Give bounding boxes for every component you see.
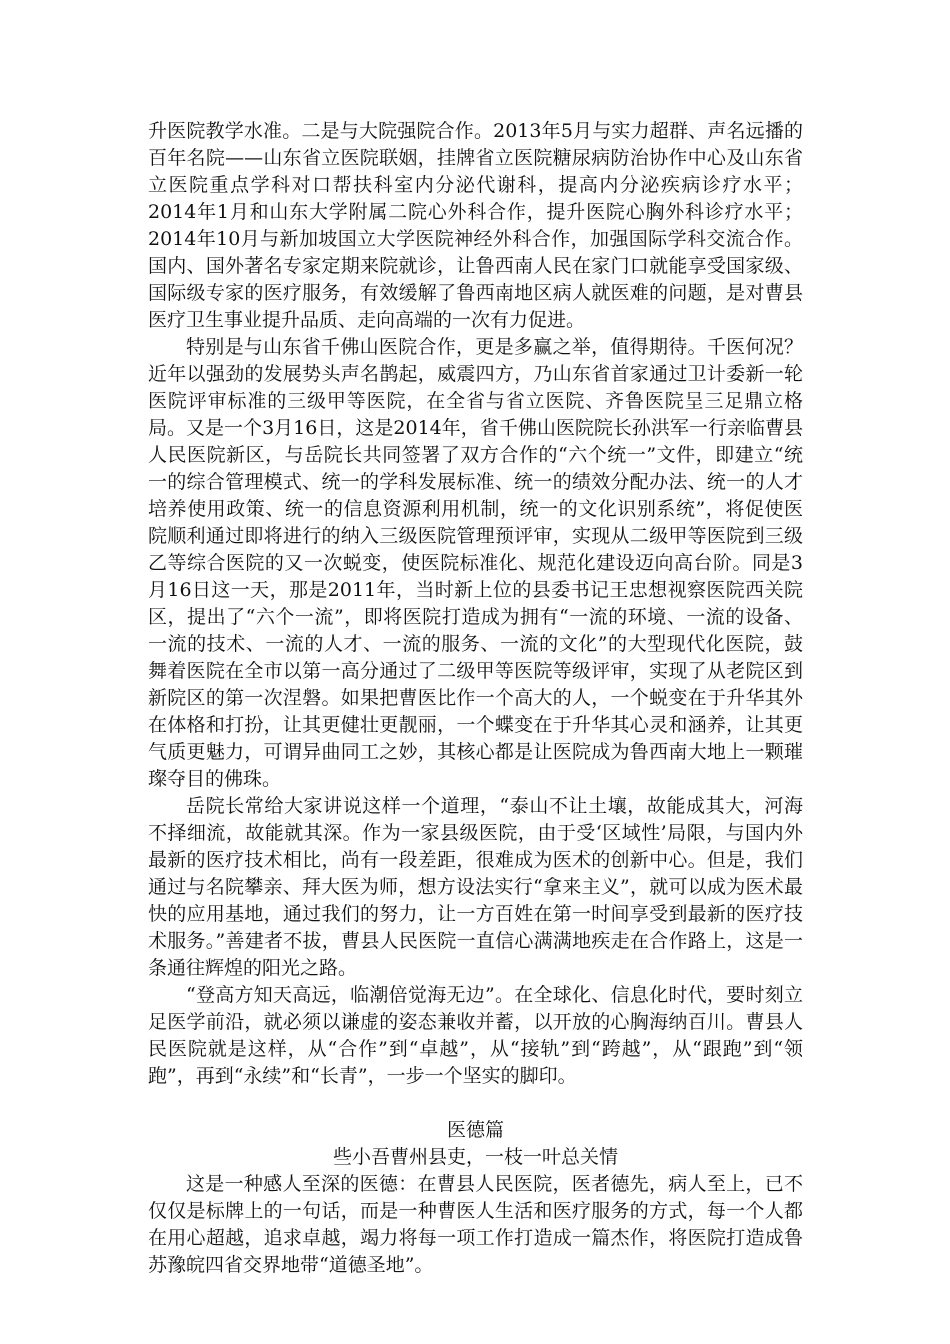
section-subtitle: 些小吾曹州县吏，一枝一叶总关情 (332, 1146, 618, 1168)
section-spacer (148, 1090, 803, 1117)
paragraph-director-principle: 岳院长常给大家讲说这样一个道理，“泰山不让土壤，故能成其大，河海不择细流，故能就其深。作为一家县级医院，由于受‘区域性’局限，与国内外最新的医疗技术相比，尚有一段差距，很难成为医术的创新中心。但是，我们通过与名院攀亲、拜大医为师，想方设法实行“拿来主义”，就可以成为医术最快的应用基地，通过我们的努力，让一方百姓在第一时间享受到最新的医疗技术服务。”善建者不拔，曹县人民医院一直信心满满地疾走在合作路上，这是一条通往辉煌的阳光之路。 (148, 795, 803, 979)
paragraph-continued: 升医院教学水准。二是与大院强院合作。2013年5月与实力超群、声名远播的百年名院——山东省立医院联姻，挂牌省立医院糖尿病防治协作中心及山东省立医院重点学科对口帮扶科室内分泌代谢科，提高内分泌疾病诊疗水平；2014年1月和山东大学附属二院心外科合作，提升医院心胸外科诊疗水平；2014年10月与新加坡国立大学医院神经外科合作，加强国际学科交流合作。国内、国外著名专家定期来院就诊，让鲁西南人民在家门口就能享受国家级、国际级专家的医疗服务，有效缓解了鲁西南地区病人就医难的问题，是对曹县医疗卫生事业提升品质、走向高端的一次有力促进。 (148, 120, 803, 331)
section-title: 医德篇 (446, 1119, 504, 1141)
paragraph-medical-ethics: 这是一种感人至深的医德：在曹县人民医院，医者德先，病人至上，已不仅仅是标牌上的一句话，而是一种曹医人生活和医疗服务的方式，每一个人都在用心超越，追求卓越，竭力将每一项工作打造成一篇杰作，将医院打造成鲁苏豫皖四省交界地带“道德圣地”。 (148, 1173, 803, 1276)
paragraph-conclusion: “登高方知天高远，临潮倍觉海无边”。在全球化、信息化时代，要时刻立足医学前沿，就必须以谦虚的姿态兼收并蓄，以开放的心胸海纳百川。曹县人民医院就是这样，从“合作”到“卓越”，从“接轨”到“跨越”，从“跟跑”到“领跑”，再到“永续”和“长青”，一步一个坚实的脚印。 (148, 984, 803, 1087)
document-body (148, 118, 803, 1279)
paragraph-qianfoshan-cooperation: 特别是与山东省千佛山医院合作，更是多赢之举，值得期待。千医何况？近年以强劲的发展势头声名鹊起，威震四方，乃山东省首家通过卫计委新一轮医院评审标准的三级甲等医院，在全省与省立医院、齐鲁医院呈三足鼎立格局。又是一个3月16日，这是2014年，省千佛山医院院长孙洪军一行亲临曹县人民医院新区，与岳院长共同签署了双方合作的“六个统一”文件，即建立“统一的综合管理模式、统一的学科发展标准、统一的绩效分配办法、统一的人才培养使用政策、统一的信息资源利用机制，统一的文化识别系统”，将促使医院顺利通过即将进行的纳入三级医院管理预评审，实现从二级甲等医院到三级乙等综合医院的又一次蜕变，使医院标准化、规范化建设迈向高台阶。同是3月16日这一天，那是2011年，当时新上位的县委书记王忠想视察医院西关院区，提出了“六个一流”，即将医院打造成为拥有“一流的环境、一流的设备、一流的技术、一流的人才、一流的服务、一流的文化”的大型现代化医院，鼓舞着医院在全市以第一高分通过了二级甲等医院等级评审，实现了从老院区到新院区的第一次涅磐。如果把曹医比作一个高大的人，一个蜕变在于升华其外在体格和打扮，让其更健壮更靓丽，一个蝶变在于升华其心灵和涵养，让其更气质更魅力，可谓异曲同工之妙，其核心都是让医院成为鲁西南大地上一颗璀璨夺目的佛珠。 (148, 336, 803, 790)
